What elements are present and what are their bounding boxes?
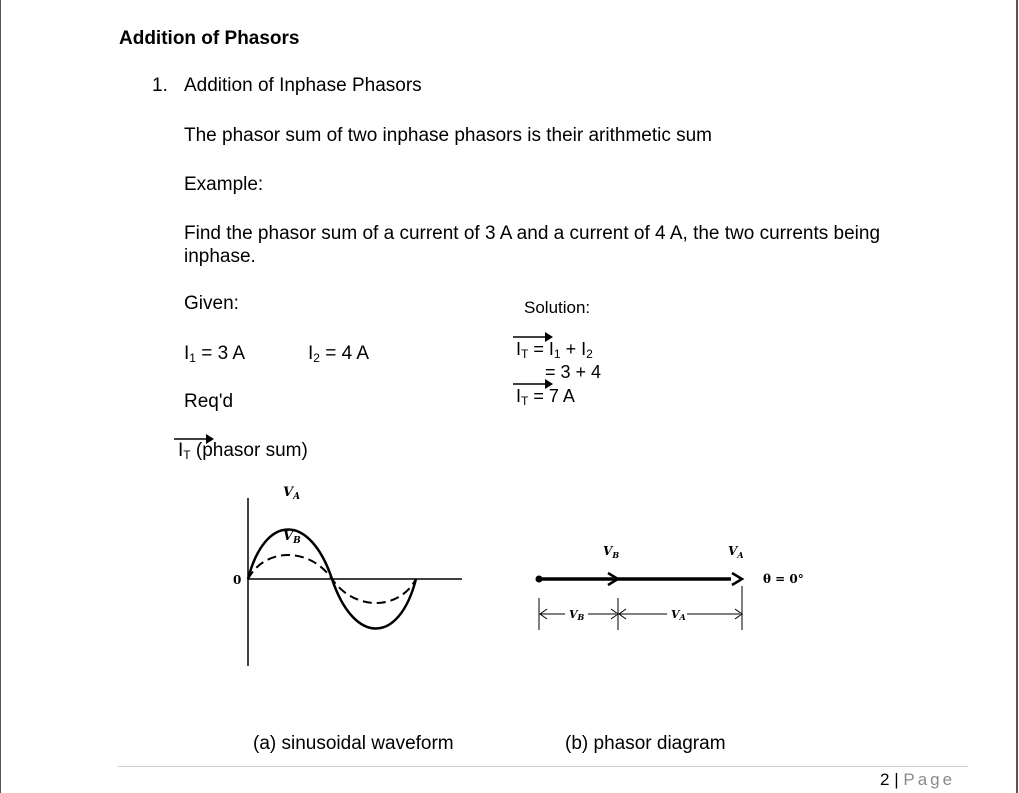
given-i1: $I_1 = 3$ A bbox=[184, 343, 246, 365]
solution-line1: $I_T = I_1 + I_2$ bbox=[516, 339, 593, 361]
page-number: 2 | Page bbox=[880, 770, 956, 789]
phasor-diagram-figure bbox=[525, 538, 825, 638]
caption-b: (b) phasor diagram bbox=[565, 733, 726, 754]
section-heading: Addition of Phasors bbox=[119, 28, 300, 49]
reqd-item: $I_T$ (phasor sum) bbox=[178, 440, 308, 462]
vb-label: $V_B$ bbox=[283, 529, 301, 546]
problem-text-line2: inphase. bbox=[184, 246, 256, 267]
reqd-label: Req'd bbox=[184, 391, 234, 412]
footer-divider bbox=[118, 766, 968, 767]
rule-text: The phasor sum of two inphase phasors is their arithmetic sum bbox=[184, 125, 713, 146]
list-item-title: Addition of Inphase Phasors bbox=[184, 75, 422, 96]
page-border-right bbox=[1016, 0, 1018, 793]
caption-a: (a) sinusoidal waveform bbox=[253, 733, 454, 754]
phasor-va-label: $V_A$ bbox=[728, 544, 744, 560]
theta-label: θ = 0° bbox=[763, 572, 804, 586]
list-number: 1. bbox=[152, 75, 168, 96]
solution-line2: = 3 + 4 bbox=[545, 362, 602, 382]
solution-line3: $I_T = 7$ A bbox=[516, 386, 575, 408]
va-label: $V_A$ bbox=[283, 485, 301, 502]
dim-va-label: VA bbox=[671, 608, 686, 622]
sinusoidal-waveform-figure bbox=[225, 478, 475, 678]
problem-text-line1: Find the phasor sum of a current of 3 A and a current of 4 A, the two currents being bbox=[184, 223, 881, 244]
solution-label: Solution: bbox=[524, 298, 591, 317]
phasor-vb-label: $V_B$ bbox=[603, 544, 620, 560]
given-label: Given: bbox=[184, 293, 239, 314]
dim-vb-label: VB bbox=[569, 608, 585, 622]
phasor-va-arrowhead bbox=[732, 573, 742, 585]
example-label: Example: bbox=[184, 174, 264, 195]
origin-label: 0 bbox=[233, 573, 242, 587]
page-border-left bbox=[0, 0, 1, 793]
given-i2: $I_2 = 4$ A bbox=[308, 343, 370, 365]
